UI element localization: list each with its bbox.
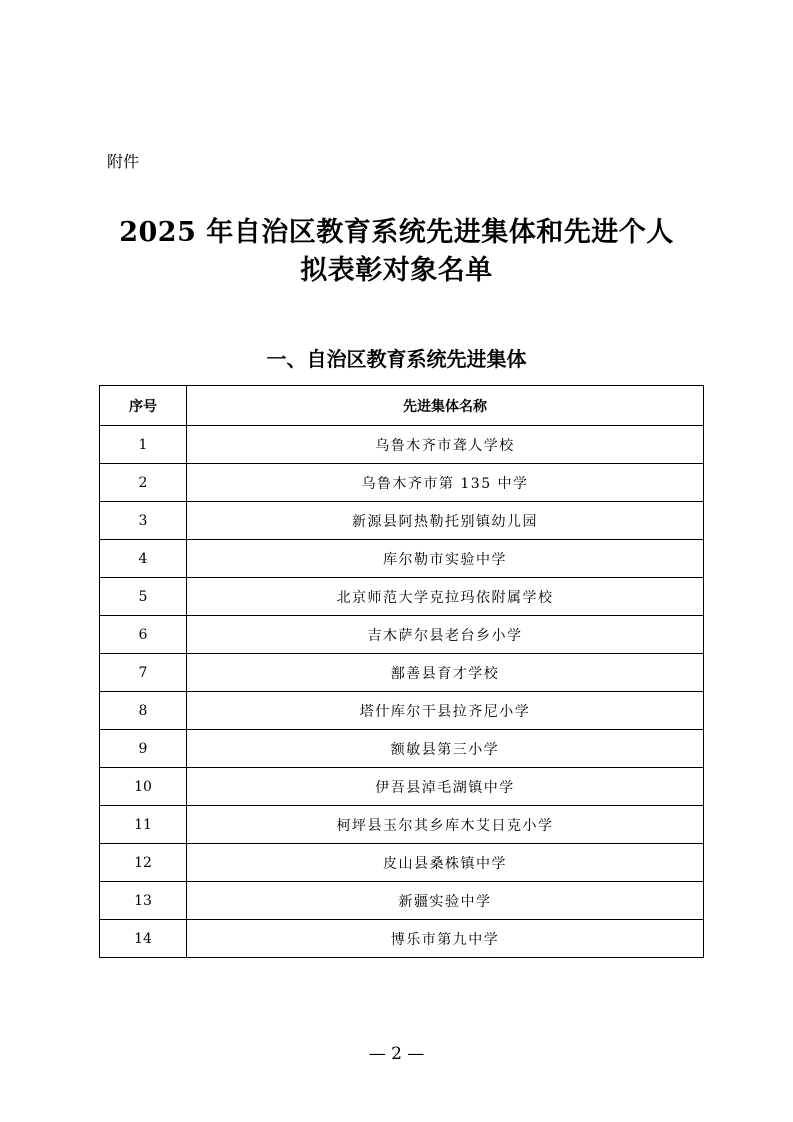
row-number: 3 (100, 502, 187, 540)
row-number: 10 (100, 768, 187, 806)
table-row (100, 920, 704, 958)
table-row (100, 768, 704, 806)
table-row (100, 464, 704, 502)
row-number: 6 (100, 616, 187, 654)
document-title-line-1: 2025 年自治区教育系统先进集体和先进个人 (119, 217, 674, 248)
table-header-row (100, 386, 704, 426)
collective-name: 鄯善县育才学校 (187, 654, 704, 692)
collective-name: 吉木萨尔县老台乡小学 (187, 616, 704, 654)
collective-name: 皮山县桑株镇中学 (187, 844, 704, 882)
row-number: 11 (100, 806, 187, 844)
row-number: 14 (100, 920, 187, 958)
table-row (100, 654, 704, 692)
row-number: 7 (100, 654, 187, 692)
collective-name: 柯坪县玉尔其乡库木艾日克小学 (187, 806, 704, 844)
advanced-collectives-table (99, 385, 704, 958)
row-number: 1 (100, 426, 187, 464)
attachment-label: 附件 (107, 152, 140, 171)
document-title (0, 214, 793, 290)
column-header-number: 序号 (100, 386, 187, 426)
table-row (100, 882, 704, 920)
page-number: — 2 — (368, 1044, 425, 1064)
collective-name: 新疆实验中学 (187, 882, 704, 920)
row-number: 13 (100, 882, 187, 920)
row-number: 9 (100, 730, 187, 768)
collective-name: 伊吾县淖毛湖镇中学 (187, 768, 704, 806)
collective-name: 库尔勒市实验中学 (187, 540, 704, 578)
collective-name: 乌鲁木齐市第 135 中学 (187, 464, 704, 502)
collective-name: 新源县阿热勒托别镇幼儿园 (187, 502, 704, 540)
row-number: 12 (100, 844, 187, 882)
row-number: 4 (100, 540, 187, 578)
section-title: 一、自治区教育系统先进集体 (266, 347, 527, 371)
row-number: 5 (100, 578, 187, 616)
table-row (100, 616, 704, 654)
table-row (100, 502, 704, 540)
table-row (100, 692, 704, 730)
column-header-name: 先进集体名称 (187, 386, 704, 426)
collective-name: 塔什库尔干县拉齐尼小学 (187, 692, 704, 730)
document-title-line-2: 拟表彰对象名单 (300, 255, 493, 286)
collective-name: 北京师范大学克拉玛依附属学校 (187, 578, 704, 616)
collective-name: 额敏县第三小学 (187, 730, 704, 768)
collective-name: 乌鲁木齐市聋人学校 (187, 426, 704, 464)
table-row (100, 730, 704, 768)
table-row (100, 806, 704, 844)
row-number: 2 (100, 464, 187, 502)
table-row (100, 844, 704, 882)
table-row (100, 426, 704, 464)
row-number: 8 (100, 692, 187, 730)
collective-name: 博乐市第九中学 (187, 920, 704, 958)
table-row (100, 578, 704, 616)
table-row (100, 540, 704, 578)
